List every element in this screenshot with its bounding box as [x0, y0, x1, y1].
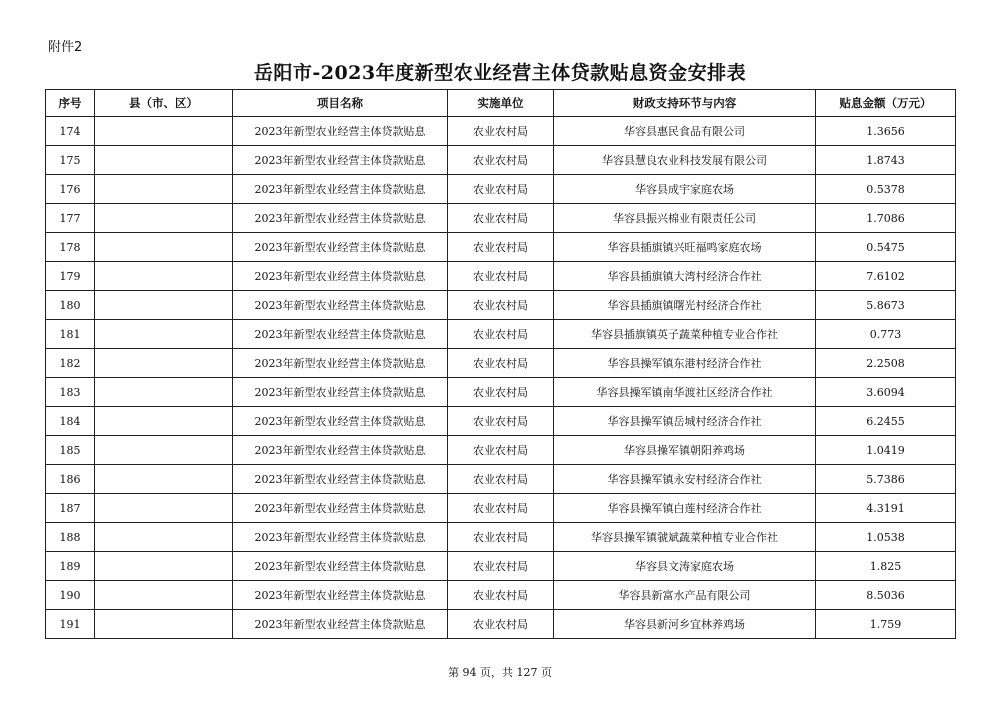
cell-amount: 1.0419 [816, 436, 956, 465]
table-row [46, 175, 956, 204]
cell-project: 2023年新型农业经营主体贷款贴息 [233, 262, 448, 291]
cell-amount: 8.5036 [816, 581, 956, 610]
cell-county [95, 378, 233, 407]
cell-county [95, 552, 233, 581]
cell-county [95, 146, 233, 175]
cell-project: 2023年新型农业经营主体贷款贴息 [233, 407, 448, 436]
cell-project: 2023年新型农业经营主体贷款贴息 [233, 233, 448, 262]
cell-unit: 农业农村局 [448, 262, 554, 291]
table-row [46, 204, 956, 233]
cell-no: 188 [46, 523, 95, 552]
cell-project: 2023年新型农业经营主体贷款贴息 [233, 465, 448, 494]
cell-amount: 2.2508 [816, 349, 956, 378]
cell-county [95, 262, 233, 291]
cell-project: 2023年新型农业经营主体贷款贴息 [233, 436, 448, 465]
table-row [46, 465, 956, 494]
cell-county [95, 233, 233, 262]
cell-amount: 4.3191 [816, 494, 956, 523]
cell-county [95, 117, 233, 146]
table-row [46, 581, 956, 610]
table-row [46, 291, 956, 320]
table-row [46, 378, 956, 407]
cell-county [95, 349, 233, 378]
cell-amount: 5.8673 [816, 291, 956, 320]
column-header-amount: 贴息金额（万元） [816, 90, 956, 117]
cell-unit: 农业农村局 [448, 349, 554, 378]
table-row [46, 610, 956, 639]
cell-project: 2023年新型农业经营主体贷款贴息 [233, 523, 448, 552]
cell-amount: 1.825 [816, 552, 956, 581]
cell-unit: 农业农村局 [448, 494, 554, 523]
cell-amount: 0.773 [816, 320, 956, 349]
cell-project: 2023年新型农业经营主体贷款贴息 [233, 146, 448, 175]
table-row [46, 436, 956, 465]
cell-content: 华容县插旗镇兴旺福鸣家庭农场 [554, 233, 816, 262]
cell-unit: 农业农村局 [448, 378, 554, 407]
column-header-county: 县（市、区） [95, 90, 233, 117]
cell-project: 2023年新型农业经营主体贷款贴息 [233, 349, 448, 378]
document-title: 岳阳市-2023年度新型农业经营主体贷款贴息资金安排表 [253, 62, 747, 84]
cell-content: 华容县文涛家庭农场 [554, 552, 816, 581]
cell-project: 2023年新型农业经营主体贷款贴息 [233, 204, 448, 233]
cell-content: 华容县操军镇岳城村经济合作社 [554, 407, 816, 436]
cell-no: 181 [46, 320, 95, 349]
cell-project: 2023年新型农业经营主体贷款贴息 [233, 175, 448, 204]
cell-unit: 农业农村局 [448, 320, 554, 349]
cell-project: 2023年新型农业经营主体贷款贴息 [233, 291, 448, 320]
cell-amount: 1.759 [816, 610, 956, 639]
table-row [46, 494, 956, 523]
column-header-unit: 实施单位 [448, 90, 554, 117]
table-row [46, 117, 956, 146]
cell-project: 2023年新型农业经营主体贷款贴息 [233, 610, 448, 639]
cell-content: 华容县新河乡宜林养鸡场 [554, 610, 816, 639]
cell-content: 华容县新富水产品有限公司 [554, 581, 816, 610]
cell-no: 185 [46, 436, 95, 465]
cell-project: 2023年新型农业经营主体贷款贴息 [233, 581, 448, 610]
table-row [46, 262, 956, 291]
cell-no: 179 [46, 262, 95, 291]
cell-content: 华容县操军镇永安村经济合作社 [554, 465, 816, 494]
page-footer: 第 94 页，共 127 页 [448, 666, 552, 679]
cell-no: 175 [46, 146, 95, 175]
cell-county [95, 320, 233, 349]
table-row [46, 552, 956, 581]
cell-unit: 农业农村局 [448, 407, 554, 436]
table-row [46, 233, 956, 262]
cell-unit: 农业农村局 [448, 233, 554, 262]
cell-amount: 1.7086 [816, 204, 956, 233]
column-header-content: 财政支持环节与内容 [554, 90, 816, 117]
cell-amount: 3.6094 [816, 378, 956, 407]
cell-no: 186 [46, 465, 95, 494]
cell-unit: 农业农村局 [448, 291, 554, 320]
cell-content: 华容县操军镇东港村经济合作社 [554, 349, 816, 378]
cell-content: 华容县插旗镇英子蔬菜种植专业合作社 [554, 320, 816, 349]
cell-unit: 农业农村局 [448, 552, 554, 581]
cell-no: 189 [46, 552, 95, 581]
cell-county [95, 523, 233, 552]
column-header-project: 项目名称 [233, 90, 448, 117]
cell-project: 2023年新型农业经营主体贷款贴息 [233, 378, 448, 407]
table-header-row [46, 90, 956, 117]
cell-no: 182 [46, 349, 95, 378]
table-row [46, 146, 956, 175]
cell-no: 191 [46, 610, 95, 639]
cell-project: 2023年新型农业经营主体贷款贴息 [233, 117, 448, 146]
cell-no: 174 [46, 117, 95, 146]
cell-no: 190 [46, 581, 95, 610]
cell-no: 183 [46, 378, 95, 407]
table-row [46, 407, 956, 436]
cell-county [95, 494, 233, 523]
cell-no: 176 [46, 175, 95, 204]
cell-amount: 1.8743 [816, 146, 956, 175]
subsidy-table [45, 89, 956, 639]
cell-content: 华容县插旗镇大湾村经济合作社 [554, 262, 816, 291]
cell-county [95, 175, 233, 204]
cell-content: 华容县成宇家庭农场 [554, 175, 816, 204]
table-row [46, 349, 956, 378]
cell-unit: 农业农村局 [448, 175, 554, 204]
cell-unit: 农业农村局 [448, 204, 554, 233]
cell-project: 2023年新型农业经营主体贷款贴息 [233, 494, 448, 523]
cell-unit: 农业农村局 [448, 436, 554, 465]
cell-content: 华容县操军镇朝阳养鸡场 [554, 436, 816, 465]
table-row [46, 320, 956, 349]
cell-content: 华容县操军镇虢斌蔬菜种植专业合作社 [554, 523, 816, 552]
cell-unit: 农业农村局 [448, 581, 554, 610]
cell-county [95, 465, 233, 494]
cell-county [95, 610, 233, 639]
cell-no: 187 [46, 494, 95, 523]
cell-amount: 0.5475 [816, 233, 956, 262]
cell-unit: 农业农村局 [448, 523, 554, 552]
cell-no: 178 [46, 233, 95, 262]
cell-content: 华容县插旗镇曙光村经济合作社 [554, 291, 816, 320]
cell-project: 2023年新型农业经营主体贷款贴息 [233, 552, 448, 581]
cell-content: 华容县慧良农业科技发展有限公司 [554, 146, 816, 175]
cell-project: 2023年新型农业经营主体贷款贴息 [233, 320, 448, 349]
cell-unit: 农业农村局 [448, 146, 554, 175]
cell-amount: 0.5378 [816, 175, 956, 204]
cell-county [95, 407, 233, 436]
cell-unit: 农业农村局 [448, 117, 554, 146]
cell-content: 华容县惠民食品有限公司 [554, 117, 816, 146]
attachment-label: 附件2 [48, 40, 83, 55]
cell-content: 华容县操军镇南华渡社区经济合作社 [554, 378, 816, 407]
cell-amount: 1.3656 [816, 117, 956, 146]
cell-county [95, 436, 233, 465]
cell-amount: 1.0538 [816, 523, 956, 552]
cell-no: 177 [46, 204, 95, 233]
cell-county [95, 204, 233, 233]
cell-amount: 5.7386 [816, 465, 956, 494]
cell-amount: 6.2455 [816, 407, 956, 436]
cell-no: 184 [46, 407, 95, 436]
cell-no: 180 [46, 291, 95, 320]
column-header-no: 序号 [46, 90, 95, 117]
cell-content: 华容县振兴棉业有限责任公司 [554, 204, 816, 233]
cell-county [95, 581, 233, 610]
cell-content: 华容县操军镇白莲村经济合作社 [554, 494, 816, 523]
cell-amount: 7.6102 [816, 262, 956, 291]
cell-unit: 农业农村局 [448, 465, 554, 494]
cell-county [95, 291, 233, 320]
cell-unit: 农业农村局 [448, 610, 554, 639]
table-row [46, 523, 956, 552]
